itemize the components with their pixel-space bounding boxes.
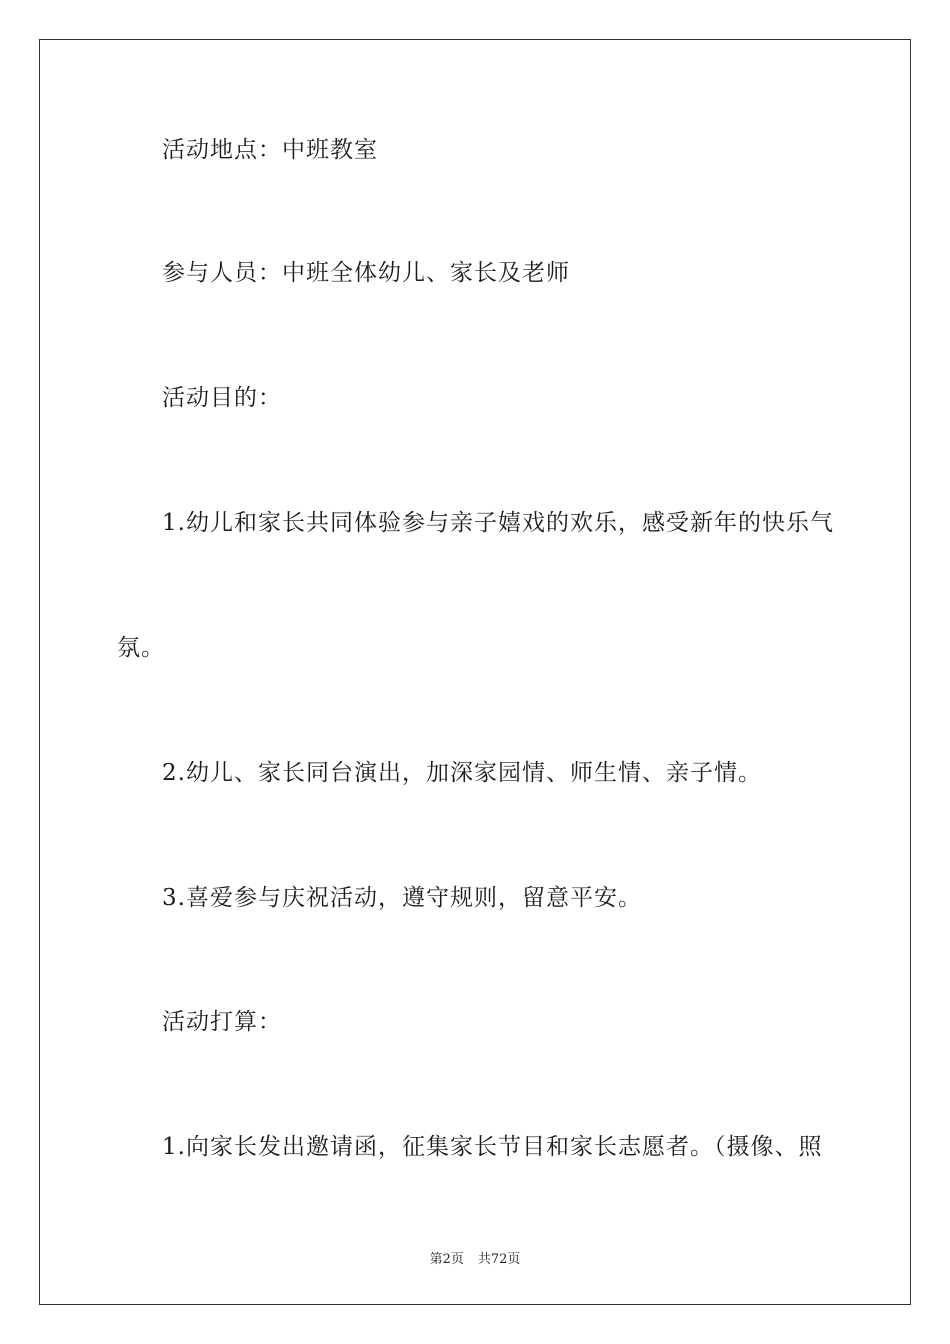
paragraph-plan-1: 1.向家长发出邀请函，征集家长节目和家长志愿者。（摄像、照	[162, 1134, 823, 1160]
page-total: 共72页	[477, 1252, 521, 1267]
paragraph-goals-heading: 活动目的：	[162, 385, 282, 411]
paragraph-goal-2: 2.幼儿、家长同台演出，加深家园情、师生情、亲子情。	[162, 760, 762, 786]
paragraph-goal-3: 3.喜爱参与庆祝活动，遵守规则，留意平安。	[162, 885, 642, 911]
paragraph-plan-heading: 活动打算：	[162, 1009, 282, 1035]
page-footer	[0, 1248, 950, 1267]
page-border	[39, 39, 911, 1305]
paragraph-location: 活动地点：中班教室	[162, 137, 378, 163]
page-number: 第2页	[429, 1252, 464, 1267]
paragraph-goal-1-continued: 氛。	[117, 635, 165, 661]
paragraph-goal-1: 1.幼儿和家长共同体验参与亲子嬉戏的欢乐，感受新年的快乐气	[162, 510, 834, 536]
paragraph-participants: 参与人员：中班全体幼儿、家长及老师	[162, 260, 570, 286]
